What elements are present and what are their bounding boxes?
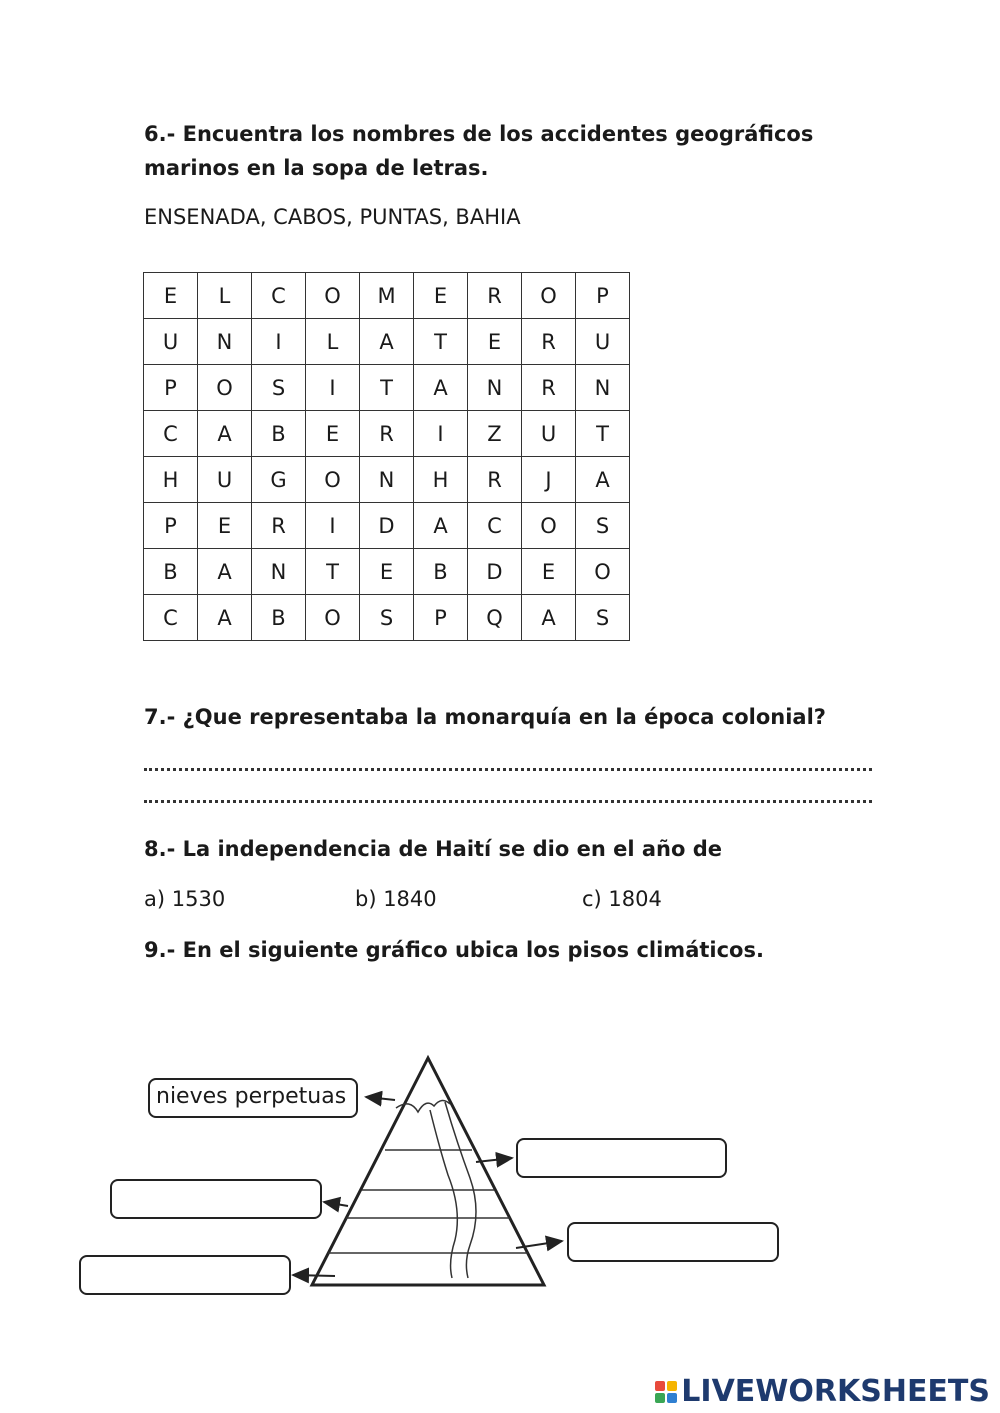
grid-cell[interactable]: S [252, 365, 306, 411]
climate-answer-box-4[interactable] [79, 1255, 291, 1295]
grid-cell[interactable]: J [522, 457, 576, 503]
climate-answer-box-2[interactable] [110, 1179, 322, 1219]
question-6-line-2: marinos en la sopa de letras. [144, 156, 489, 180]
grid-cell[interactable]: T [306, 549, 360, 595]
grid-cell[interactable]: A [522, 595, 576, 641]
grid-cell[interactable]: R [522, 365, 576, 411]
grid-cell[interactable]: U [198, 457, 252, 503]
grid-cell[interactable]: U [144, 319, 198, 365]
grid-cell[interactable]: P [144, 503, 198, 549]
grid-cell[interactable]: O [306, 273, 360, 319]
grid-cell[interactable]: R [522, 319, 576, 365]
grid-cell[interactable]: A [414, 503, 468, 549]
grid-row [144, 273, 630, 319]
question-8: 8.- La independencia de Haití se dio en el año de [144, 837, 722, 861]
grid-cell[interactable]: B [144, 549, 198, 595]
grid-cell[interactable]: T [414, 319, 468, 365]
option-b[interactable]: b) 1840 [355, 887, 437, 911]
grid-cell[interactable]: R [360, 411, 414, 457]
grid-cell[interactable]: N [360, 457, 414, 503]
grid-cell[interactable]: E [198, 503, 252, 549]
grid-cell[interactable]: O [522, 273, 576, 319]
grid-row [144, 365, 630, 411]
word-search-grid[interactable] [143, 272, 630, 641]
grid-cell[interactable]: G [252, 457, 306, 503]
grid-cell[interactable]: R [468, 273, 522, 319]
grid-cell[interactable]: P [576, 273, 630, 319]
word-list: ENSENADA, CABOS, PUNTAS, BAHIA [144, 205, 521, 229]
question-9: 9.- En el siguiente gráfico ubica los pisos climáticos. [144, 938, 764, 962]
grid-cell[interactable]: O [306, 595, 360, 641]
grid-row [144, 319, 630, 365]
grid-cell[interactable]: R [468, 457, 522, 503]
climate-box-nieves-perpetuas: nieves perpetuas [148, 1078, 358, 1118]
grid-cell[interactable]: L [198, 273, 252, 319]
grid-cell[interactable]: O [198, 365, 252, 411]
grid-cell[interactable]: E [144, 273, 198, 319]
grid-cell[interactable]: B [414, 549, 468, 595]
grid-cell[interactable]: E [306, 411, 360, 457]
grid-cell[interactable]: P [144, 365, 198, 411]
grid-cell[interactable]: P [414, 595, 468, 641]
grid-cell[interactable]: I [306, 503, 360, 549]
question-7: 7.- ¿Que representaba la monarquía en la época colonial? [144, 705, 826, 729]
grid-cell[interactable]: C [468, 503, 522, 549]
grid-cell[interactable]: N [468, 365, 522, 411]
grid-cell[interactable]: I [414, 411, 468, 457]
grid-cell[interactable]: U [576, 319, 630, 365]
grid-cell[interactable]: N [252, 549, 306, 595]
grid-cell[interactable]: O [576, 549, 630, 595]
grid-cell[interactable]: N [198, 319, 252, 365]
grid-row [144, 411, 630, 457]
climate-answer-box-3[interactable] [567, 1222, 779, 1262]
grid-cell[interactable]: I [306, 365, 360, 411]
grid-cell[interactable]: C [144, 411, 198, 457]
grid-row [144, 549, 630, 595]
answer-line-1[interactable] [144, 768, 872, 771]
grid-cell[interactable]: M [360, 273, 414, 319]
grid-cell[interactable]: E [360, 549, 414, 595]
grid-cell[interactable]: O [522, 503, 576, 549]
grid-row [144, 457, 630, 503]
question-6-line-1: 6.- Encuentra los nombres de los accidentes geográficos [144, 122, 814, 146]
grid-cell[interactable]: O [306, 457, 360, 503]
grid-cell[interactable]: S [576, 503, 630, 549]
grid-cell[interactable]: E [522, 549, 576, 595]
grid-cell[interactable]: L [306, 319, 360, 365]
grid-cell[interactable]: R [252, 503, 306, 549]
option-a[interactable]: a) 1530 [144, 887, 226, 911]
grid-cell[interactable]: A [414, 365, 468, 411]
grid-cell[interactable]: E [414, 273, 468, 319]
brand-name: LIVEWORKSHEETS [681, 1374, 990, 1409]
liveworksheets-logo [655, 1374, 990, 1409]
grid-cell[interactable]: N [576, 365, 630, 411]
logo-mark-icon [655, 1381, 677, 1403]
grid-cell[interactable]: A [198, 411, 252, 457]
grid-cell[interactable]: D [360, 503, 414, 549]
grid-cell[interactable]: Z [468, 411, 522, 457]
grid-cell[interactable]: B [252, 411, 306, 457]
grid-cell[interactable]: C [144, 595, 198, 641]
grid-cell[interactable]: T [360, 365, 414, 411]
grid-cell[interactable]: S [360, 595, 414, 641]
answer-line-2[interactable] [144, 800, 872, 803]
grid-row [144, 595, 630, 641]
grid-cell[interactable]: H [414, 457, 468, 503]
grid-cell[interactable]: S [576, 595, 630, 641]
grid-cell[interactable]: A [360, 319, 414, 365]
grid-cell[interactable]: Q [468, 595, 522, 641]
grid-cell[interactable]: E [468, 319, 522, 365]
climate-answer-box-1[interactable] [516, 1138, 727, 1178]
grid-cell[interactable]: A [198, 549, 252, 595]
grid-cell[interactable]: I [252, 319, 306, 365]
grid-cell[interactable]: C [252, 273, 306, 319]
grid-cell[interactable]: T [576, 411, 630, 457]
grid-row [144, 503, 630, 549]
grid-cell[interactable]: U [522, 411, 576, 457]
grid-cell[interactable]: B [252, 595, 306, 641]
grid-cell[interactable]: H [144, 457, 198, 503]
grid-cell[interactable]: A [198, 595, 252, 641]
option-c[interactable]: c) 1804 [582, 887, 662, 911]
grid-cell[interactable]: D [468, 549, 522, 595]
grid-cell[interactable]: A [576, 457, 630, 503]
